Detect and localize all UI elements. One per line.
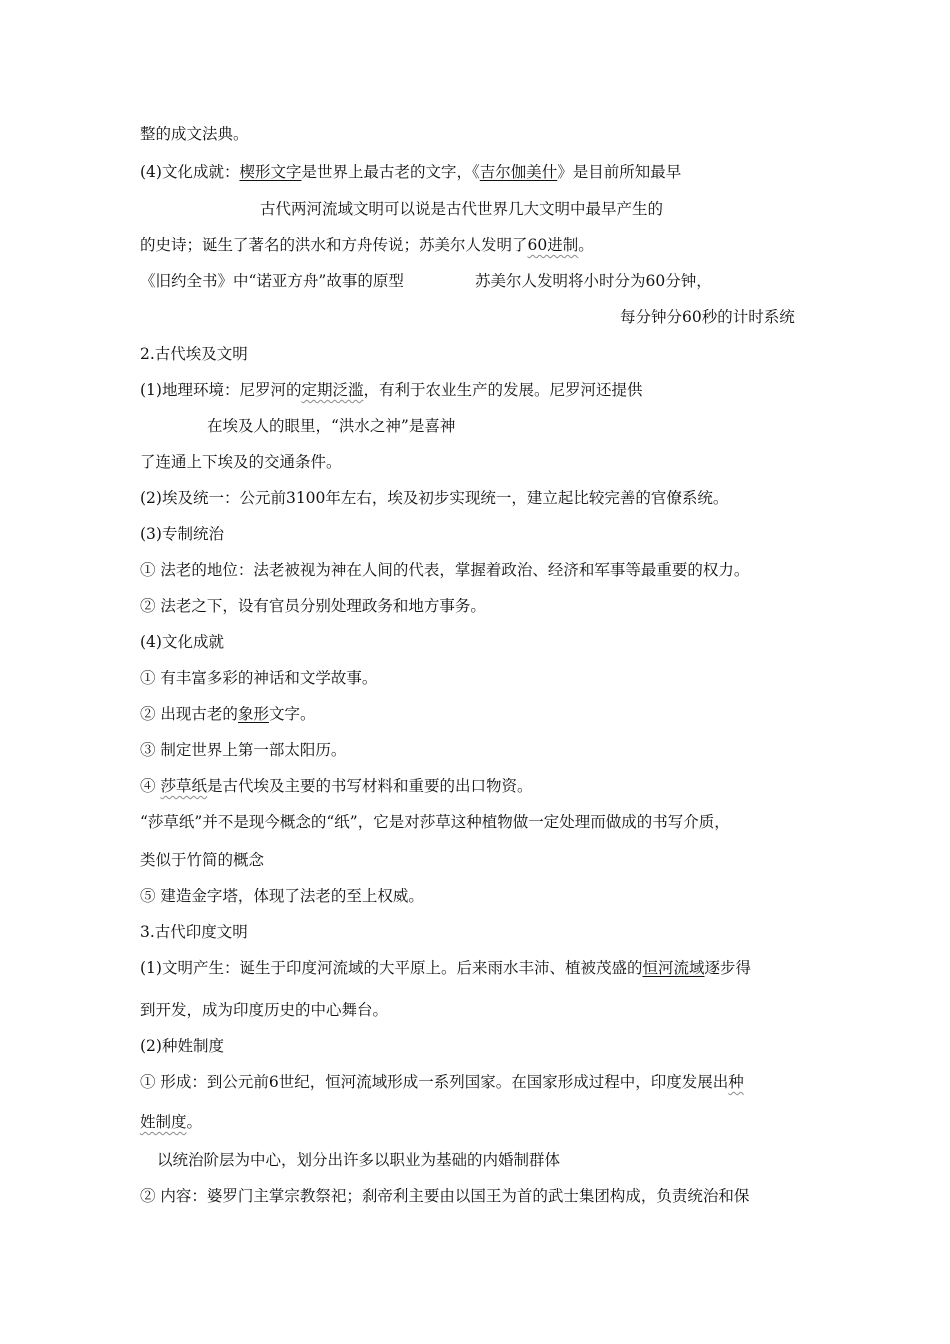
annotation-note: 以统治阶层为中心，划分出许多以职业为基础的内婚制群体 xyxy=(157,1151,561,1169)
annotation-note: 古代两河流域文明可以说是古代世界几大文明中最早产生的 xyxy=(260,200,664,218)
text-segment: 的史诗；诞生了著名的洪水和方舟传说；苏美尔人发明了 xyxy=(140,236,528,254)
text-segment: (4)文化成就： xyxy=(140,163,240,181)
underlined-term: 吉尔伽美什 xyxy=(479,163,558,181)
underlined-term: 恒河流域 xyxy=(642,959,705,977)
text-segment: (1)地理环境：尼罗河的 xyxy=(140,381,302,399)
text-segment: 。 xyxy=(186,1113,203,1131)
text-line: (2)埃及统一：公元前3100年左右，埃及初步实现统一，建立起比较完善的官僚系统。 xyxy=(140,489,729,507)
text-line: (4)文化成就 xyxy=(140,633,224,651)
text-line: ① 有丰富多彩的神话和文学故事。 xyxy=(140,669,378,687)
text-line xyxy=(140,1112,202,1132)
text-segment: 是古代埃及主要的书写材料和重要的出口物资。 xyxy=(206,777,533,795)
text-segment: 逐步得 xyxy=(704,959,751,977)
text-line: ⑤ 建造金字塔，体现了法老的至上权威。 xyxy=(140,887,424,905)
text-line: 整的成文法典。 xyxy=(140,125,249,143)
text-segment: 。 xyxy=(578,236,594,254)
text-segment: 是世界上最古老的文字，《 xyxy=(301,163,480,181)
text-line xyxy=(140,1072,744,1092)
text-line xyxy=(140,380,643,400)
section-heading: 2.古代埃及文明 xyxy=(140,345,248,363)
text-line xyxy=(140,776,532,796)
annotation-note: 在埃及人的眼里，“洪水之神”是喜神 xyxy=(207,417,456,435)
text-line: 到开发，成为印度历史的中心舞台。 xyxy=(140,1001,389,1019)
annotation-note: 苏美尔人发明将小时分为60分钟， xyxy=(475,272,712,290)
section-heading: 3.古代印度文明 xyxy=(140,923,248,941)
text-segment: (1)文明产生：诞生于印度河流域的大平原上。后来雨水丰沛、植被茂盛的 xyxy=(140,959,643,977)
text-segment: ④ xyxy=(140,777,161,795)
text-line xyxy=(140,162,681,182)
text-segment: 》是目前所知最早 xyxy=(557,163,682,181)
text-segment: ，有利于农业生产的发展。尼罗河还提供 xyxy=(363,381,643,399)
text-segment: 文字。 xyxy=(268,705,316,723)
text-segment: ② 出现古老的 xyxy=(140,705,238,723)
annotation-note: 《旧约全书》中“诺亚方舟”故事的原型 xyxy=(140,272,404,290)
underlined-term: 象形 xyxy=(237,705,269,723)
text-line: ② 法老之下，设有官员分别处理政务和地方事务。 xyxy=(140,597,486,615)
text-line: ② 内容：婆罗门主掌宗教祭祀；刹帝利主要由以国王为首的武士集团构成，负责统治和保 xyxy=(140,1187,750,1205)
text-segment: ① 形成：到公元前6世纪，恒河流域形成一系列国家。在国家形成过程中，印度发展出 xyxy=(140,1073,729,1091)
wavy-underlined-term: 种 xyxy=(728,1073,744,1091)
text-line xyxy=(140,704,315,724)
wavy-underlined-term: 定期泛滥 xyxy=(301,381,364,399)
text-line: ① 法老的地位：法老被视为神在人间的代表，掌握着政治、经济和军事等最重要的权力。 xyxy=(140,561,750,579)
wavy-underlined-term: 60进制 xyxy=(527,236,579,254)
annotation-note: 类似于竹简的概念 xyxy=(140,851,265,869)
text-line: (2)种姓制度 xyxy=(140,1037,224,1055)
text-line: (3)专制统治 xyxy=(140,525,224,543)
annotation-note: 每分钟分60秒的计时系统 xyxy=(620,308,795,326)
text-line xyxy=(140,958,751,978)
text-line xyxy=(140,235,594,255)
text-line: ③ 制定世界上第一部太阳历。 xyxy=(140,741,347,759)
underlined-term: 楔形文字 xyxy=(239,163,302,181)
text-line: 了连通上下埃及的交通条件。 xyxy=(140,453,342,471)
annotation-note: “莎草纸”并不是现今概念的“纸”，它是对莎草这种植物做一定处理而做成的书写介质， xyxy=(140,813,730,831)
wavy-underlined-term: 姓制度 xyxy=(140,1113,187,1131)
wavy-underlined-term: 莎草纸 xyxy=(160,777,207,795)
